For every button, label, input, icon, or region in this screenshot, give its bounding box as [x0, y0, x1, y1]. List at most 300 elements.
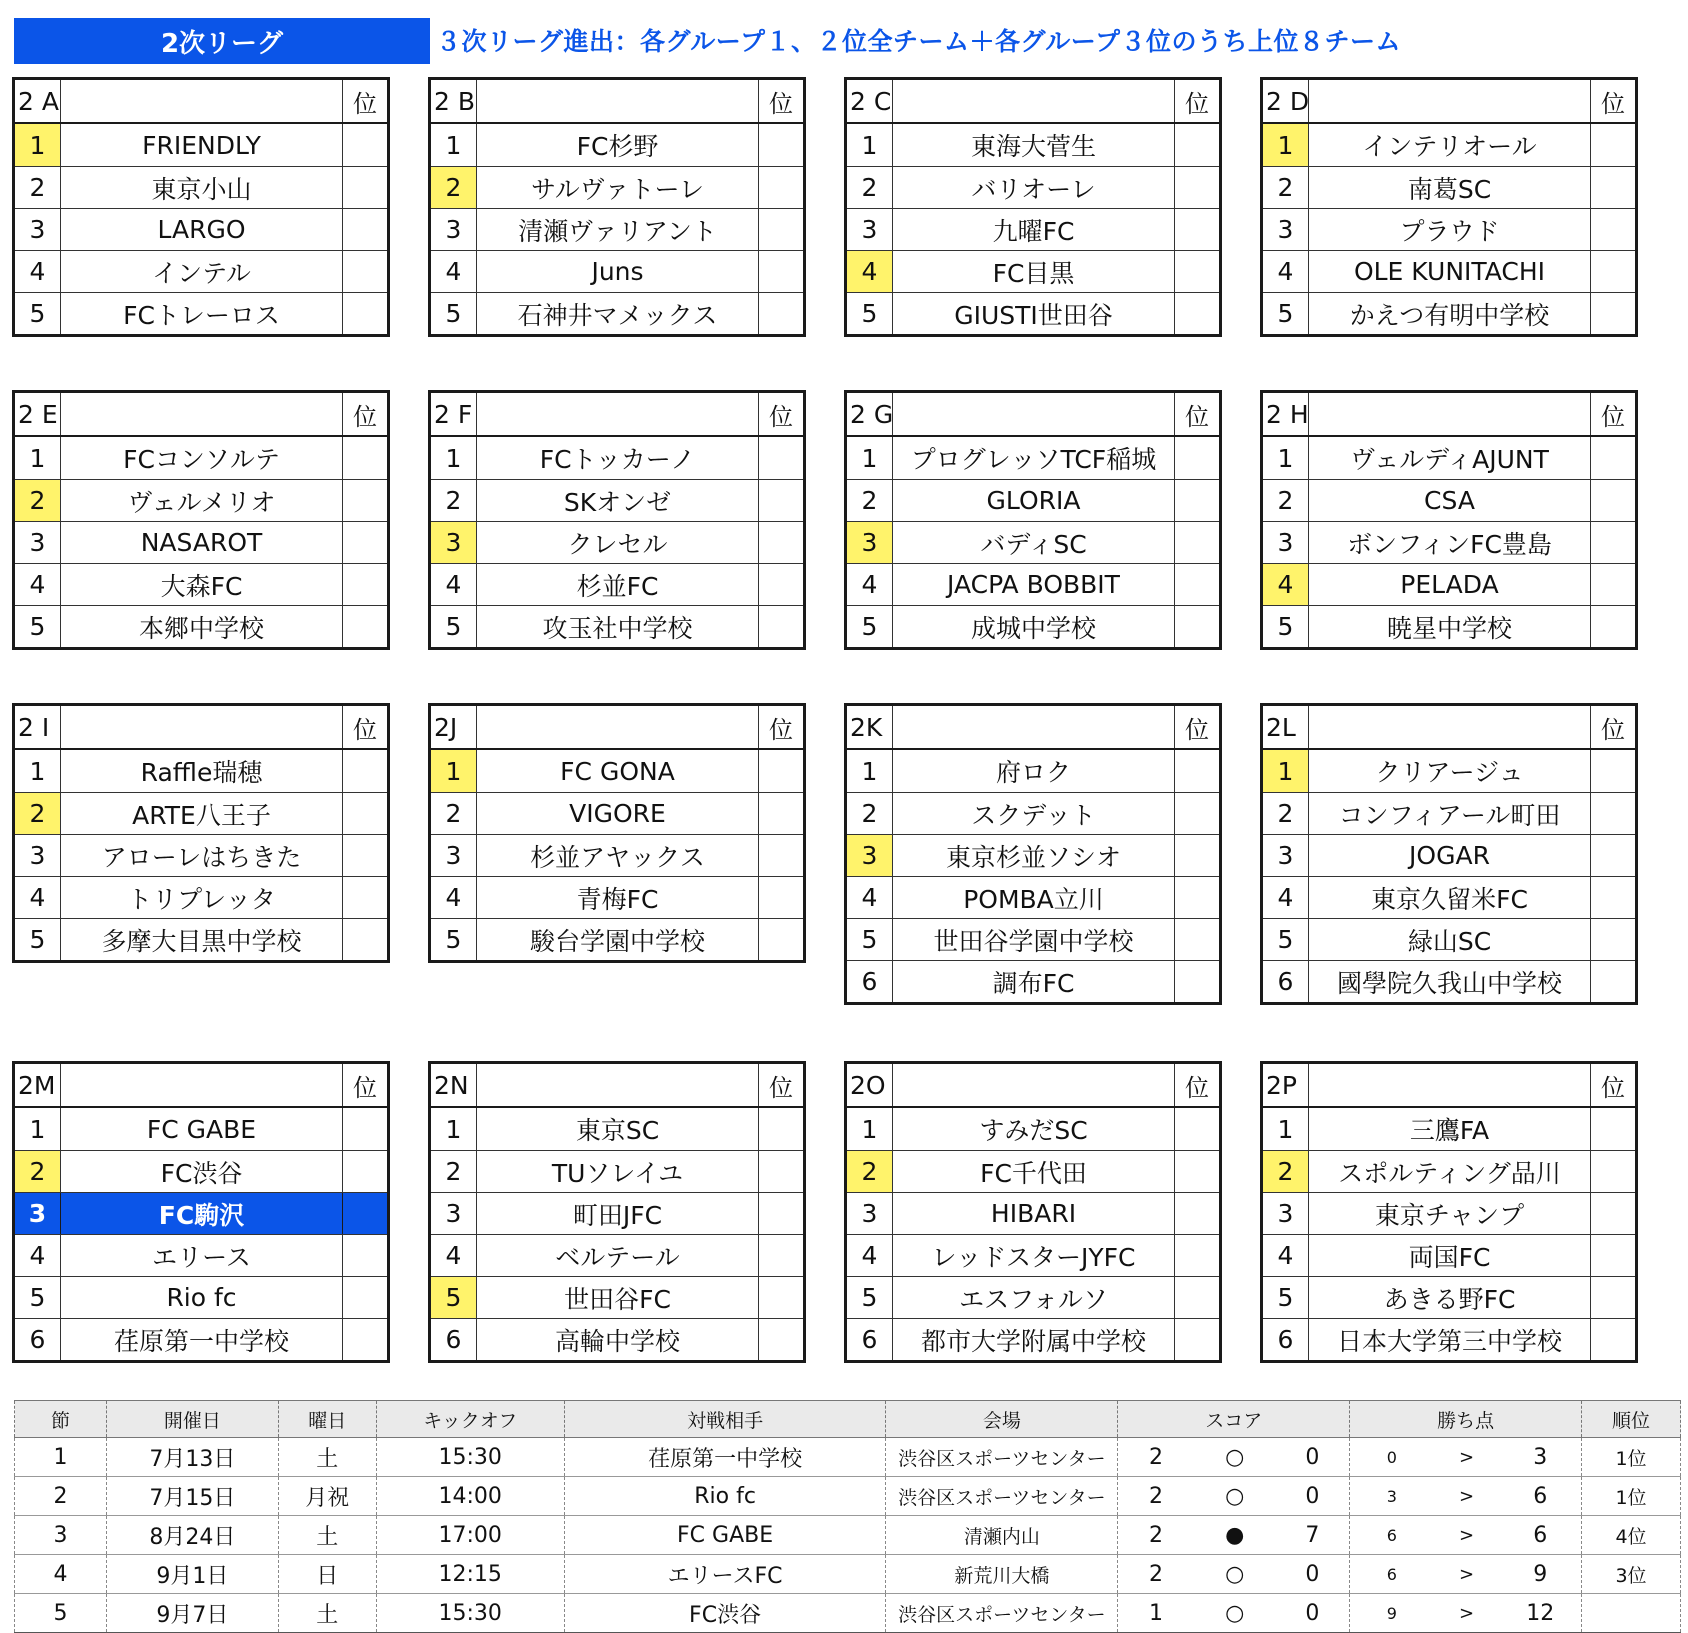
group-header-blank — [61, 1064, 343, 1106]
team-number: 5 — [431, 293, 477, 334]
goals-against: 0 — [1276, 1555, 1350, 1594]
match-date: 7月13日 — [106, 1438, 278, 1477]
team-number: 5 — [431, 1277, 477, 1318]
group-header-blank — [477, 706, 759, 748]
team-row — [1263, 250, 1635, 292]
team-row — [431, 834, 803, 876]
match-venue: 清瀬内山 — [886, 1516, 1118, 1555]
team-number: 1 — [431, 1108, 477, 1150]
team-row — [847, 521, 1219, 563]
team-rank-cell — [759, 606, 803, 647]
team-name: FC杉野 — [477, 124, 759, 166]
team-number: 4 — [15, 251, 61, 292]
match-venue: 新荒川大橋 — [886, 1555, 1118, 1594]
team-rank-cell — [343, 1151, 387, 1192]
schedule-row — [15, 1594, 1681, 1633]
team-rank-cell — [759, 293, 803, 334]
team-name: 日本大学第三中学校 — [1309, 1319, 1591, 1360]
team-rank-cell — [1175, 793, 1219, 834]
team-name: 町田JFC — [477, 1193, 759, 1234]
match-date: 7月15日 — [106, 1477, 278, 1516]
team-row — [15, 1150, 387, 1192]
team-number: 4 — [1263, 251, 1309, 292]
team-rank-cell — [1591, 1319, 1635, 1360]
match-venue: 渋谷区スポーツセンター — [886, 1438, 1118, 1477]
team-name: POMBA立川 — [893, 877, 1175, 918]
rank-label: 位 — [1601, 402, 1625, 431]
team-rank-cell — [343, 480, 387, 521]
match-kickoff: 14:00 — [376, 1477, 564, 1516]
group-name: 2 H — [1263, 393, 1309, 435]
group-name: 2L — [1263, 706, 1309, 748]
team-name: 荏原第一中学校 — [61, 1319, 343, 1360]
team-name: 都市大学附属中学校 — [893, 1319, 1175, 1360]
team-rank-cell — [759, 1151, 803, 1192]
team-number: 4 — [15, 1235, 61, 1276]
team-number: 2 — [15, 480, 61, 521]
team-number: 4 — [431, 877, 477, 918]
team-number: 5 — [847, 919, 893, 960]
team-name: PELADA — [1309, 564, 1591, 605]
team-row — [847, 1234, 1219, 1276]
team-number: 2 — [431, 793, 477, 834]
team-number: 5 — [431, 919, 477, 960]
rank-label: 位 — [1185, 715, 1209, 744]
team-number: 3 — [847, 522, 893, 563]
team-name: FC GABE — [61, 1108, 343, 1150]
team-row — [1263, 479, 1635, 521]
team-name: JOGAR — [1309, 835, 1591, 876]
team-row — [15, 1234, 387, 1276]
team-name: 杉並アヤックス — [477, 835, 759, 876]
team-number: 2 — [1263, 793, 1309, 834]
team-name: OLE KUNITACHI — [1309, 251, 1591, 292]
team-name: 清瀬ヴァリアント — [477, 209, 759, 250]
team-row — [847, 1276, 1219, 1318]
team-name: 府ロク — [893, 750, 1175, 792]
team-rank-cell — [1175, 1277, 1219, 1318]
team-name: LARGO — [61, 209, 343, 250]
team-number: 2 — [15, 167, 61, 208]
standing-rank: 1位 — [1582, 1438, 1681, 1477]
team-row — [431, 292, 803, 334]
team-row — [431, 1234, 803, 1276]
match-result: ○ — [1194, 1555, 1276, 1594]
team-number: 4 — [15, 877, 61, 918]
advancement-rule: ３次リーグ進出：各グループ１、２位全チーム＋各グループ３位のうち上位８チーム — [436, 27, 1402, 56]
match-round: 1 — [15, 1438, 107, 1477]
team-name: 東京杉並ソシオ — [893, 835, 1175, 876]
team-rank-cell — [1175, 293, 1219, 334]
points-after: 3 — [1500, 1438, 1582, 1477]
group-header-row — [847, 80, 1219, 124]
team-number: 4 — [1263, 877, 1309, 918]
team-rank-cell — [759, 835, 803, 876]
group-name: 2O — [847, 1064, 893, 1106]
team-number: 4 — [847, 877, 893, 918]
team-row — [15, 605, 387, 647]
team-number: 5 — [847, 606, 893, 647]
team-number: 3 — [431, 209, 477, 250]
team-name: 東京チャンプ — [1309, 1193, 1591, 1234]
team-number: 4 — [847, 251, 893, 292]
team-row — [1263, 605, 1635, 647]
group-header-blank — [477, 1064, 759, 1106]
match-round: 4 — [15, 1555, 107, 1594]
team-rank-cell — [759, 437, 803, 479]
group-table — [844, 390, 1222, 650]
team-rank-cell — [343, 750, 387, 792]
team-number: 2 — [847, 1151, 893, 1192]
group-header-row — [1263, 706, 1635, 750]
team-name: スクデット — [893, 793, 1175, 834]
team-rank-cell — [1175, 209, 1219, 250]
team-rank-cell — [759, 750, 803, 792]
team-number: 3 — [431, 835, 477, 876]
team-name: アローレはちきた — [61, 835, 343, 876]
team-row — [1263, 918, 1635, 960]
team-row — [847, 1150, 1219, 1192]
team-row — [431, 521, 803, 563]
team-rank-cell — [759, 251, 803, 292]
team-name: 國學院久我山中学校 — [1309, 961, 1591, 1002]
match-venue: 渋谷区スポーツセンター — [886, 1594, 1118, 1633]
match-kickoff: 15:30 — [376, 1438, 564, 1477]
match-kickoff: 12:15 — [376, 1555, 564, 1594]
team-rank-cell — [343, 919, 387, 960]
team-row — [15, 250, 387, 292]
team-row — [431, 750, 803, 792]
team-rank-cell — [1175, 1151, 1219, 1192]
team-name: 九曜FC — [893, 209, 1175, 250]
team-number: 6 — [847, 1319, 893, 1360]
points-arrow: > — [1434, 1438, 1500, 1477]
team-number: 4 — [431, 1235, 477, 1276]
points-arrow: > — [1434, 1555, 1500, 1594]
group-table — [428, 703, 806, 963]
team-name: VIGORE — [477, 793, 759, 834]
points-before: 3 — [1350, 1477, 1434, 1516]
team-name: 駿台学園中学校 — [477, 919, 759, 960]
group-header-blank — [1309, 706, 1591, 748]
team-number: 1 — [431, 750, 477, 792]
team-name: バリオーレ — [893, 167, 1175, 208]
team-rank-cell — [343, 124, 387, 166]
team-rank-cell — [1591, 961, 1635, 1002]
team-number: 1 — [15, 124, 61, 166]
match-round: 2 — [15, 1477, 107, 1516]
team-name: TUソレイユ — [477, 1151, 759, 1192]
team-name: FC目黒 — [893, 251, 1175, 292]
match-kickoff: 15:30 — [376, 1594, 564, 1633]
team-row — [15, 166, 387, 208]
goals-against: 0 — [1276, 1594, 1350, 1633]
team-name: 本郷中学校 — [61, 606, 343, 647]
team-rank-cell — [1591, 522, 1635, 563]
goals-for: 1 — [1118, 1594, 1194, 1633]
group-table — [428, 1061, 806, 1363]
team-row — [15, 792, 387, 834]
team-number: 1 — [15, 1108, 61, 1150]
team-row — [847, 292, 1219, 334]
team-row — [847, 563, 1219, 605]
team-name: 世田谷FC — [477, 1277, 759, 1318]
team-row — [847, 960, 1219, 1002]
team-number: 1 — [1263, 750, 1309, 792]
team-rank-cell — [343, 1235, 387, 1276]
team-number: 1 — [431, 437, 477, 479]
team-number: 2 — [15, 793, 61, 834]
team-rank-cell — [1591, 793, 1635, 834]
team-name: 高輪中学校 — [477, 1319, 759, 1360]
team-number: 3 — [847, 835, 893, 876]
team-name: 暁星中学校 — [1309, 606, 1591, 647]
rank-label: 位 — [1185, 402, 1209, 431]
goals-for: 2 — [1118, 1555, 1194, 1594]
group-header-row — [1263, 1064, 1635, 1108]
group-table — [844, 703, 1222, 1005]
team-row — [1263, 876, 1635, 918]
team-rank-cell — [343, 835, 387, 876]
team-name: プログレッソTCF稲城 — [893, 437, 1175, 479]
team-row — [847, 208, 1219, 250]
match-kickoff: 17:00 — [376, 1516, 564, 1555]
rank-label: 位 — [1601, 89, 1625, 118]
goals-against: 7 — [1276, 1516, 1350, 1555]
points-arrow: > — [1434, 1477, 1500, 1516]
group-header-row — [1263, 80, 1635, 124]
match-date: 9月1日 — [106, 1555, 278, 1594]
team-name: FC渋谷 — [61, 1151, 343, 1192]
team-number: 2 — [1263, 480, 1309, 521]
team-name: FRIENDLY — [61, 124, 343, 166]
team-row — [847, 605, 1219, 647]
goals-for: 2 — [1118, 1438, 1194, 1477]
schedule-row — [15, 1555, 1681, 1594]
group-table — [428, 77, 806, 337]
group-name: 2 F — [431, 393, 477, 435]
team-rank-cell — [759, 167, 803, 208]
team-name: ARTE八王子 — [61, 793, 343, 834]
points-before: 6 — [1350, 1516, 1434, 1555]
team-name: 南葛SC — [1309, 167, 1591, 208]
team-rank-cell — [343, 293, 387, 334]
team-number: 5 — [1263, 919, 1309, 960]
match-result: ○ — [1194, 1594, 1276, 1633]
rank-label: 位 — [353, 1073, 377, 1102]
team-number: 1 — [847, 750, 893, 792]
team-name: かえつ有明中学校 — [1309, 293, 1591, 334]
team-rank-cell — [1591, 480, 1635, 521]
points-before: 6 — [1350, 1555, 1434, 1594]
team-rank-cell — [1175, 961, 1219, 1002]
team-row — [431, 208, 803, 250]
team-name: 緑山SC — [1309, 919, 1591, 960]
team-row — [431, 1108, 803, 1150]
team-number: 2 — [431, 167, 477, 208]
match-result: ○ — [1194, 1438, 1276, 1477]
points-after: 12 — [1500, 1594, 1582, 1633]
group-table — [12, 77, 390, 337]
team-row — [1263, 1150, 1635, 1192]
group-table — [12, 703, 390, 963]
team-row — [15, 563, 387, 605]
goals-against: 0 — [1276, 1477, 1350, 1516]
standing-rank: 3位 — [1582, 1555, 1681, 1594]
team-name: 世田谷学園中学校 — [893, 919, 1175, 960]
team-row — [847, 1192, 1219, 1234]
team-number: 4 — [15, 564, 61, 605]
goals-for: 2 — [1118, 1477, 1194, 1516]
team-rank-cell — [1175, 835, 1219, 876]
team-rank-cell — [343, 793, 387, 834]
group-header-blank — [61, 706, 343, 748]
match-venue: 渋谷区スポーツセンター — [886, 1477, 1118, 1516]
rank-label: 位 — [353, 89, 377, 118]
team-rank-cell — [343, 251, 387, 292]
team-rank-cell — [343, 1193, 387, 1234]
team-rank-cell — [759, 124, 803, 166]
team-number: 5 — [1263, 606, 1309, 647]
team-rank-cell — [1175, 167, 1219, 208]
schedule-table — [14, 1400, 1681, 1633]
team-name: 杉並FC — [477, 564, 759, 605]
team-number: 2 — [15, 1151, 61, 1192]
team-rank-cell — [1175, 1319, 1219, 1360]
team-row — [1263, 750, 1635, 792]
team-number: 3 — [1263, 522, 1309, 563]
group-table — [1260, 1061, 1638, 1363]
team-name: FCトレーロス — [61, 293, 343, 334]
team-name: SKオンゼ — [477, 480, 759, 521]
team-name: トリプレッタ — [61, 877, 343, 918]
team-name: NASAROT — [61, 522, 343, 563]
team-row — [1263, 834, 1635, 876]
team-row — [431, 166, 803, 208]
team-number: 3 — [15, 1193, 61, 1234]
team-name: 両国FC — [1309, 1235, 1591, 1276]
group-header-row — [1263, 393, 1635, 437]
group-table — [1260, 77, 1638, 337]
team-rank-cell — [1591, 293, 1635, 334]
team-number: 1 — [847, 437, 893, 479]
team-rank-cell — [759, 480, 803, 521]
team-row — [431, 1318, 803, 1360]
team-number: 5 — [1263, 293, 1309, 334]
rank-label: 位 — [769, 89, 793, 118]
team-rank-cell — [759, 919, 803, 960]
team-rank-cell — [1175, 480, 1219, 521]
team-row — [1263, 208, 1635, 250]
schedule-row — [15, 1477, 1681, 1516]
team-rank-cell — [1591, 437, 1635, 479]
team-rank-cell — [343, 522, 387, 563]
team-row — [847, 124, 1219, 166]
team-rank-cell — [1591, 750, 1635, 792]
group-name: 2 E — [15, 393, 61, 435]
own-team-row — [15, 1192, 387, 1234]
team-number: 2 — [431, 480, 477, 521]
team-name: インテル — [61, 251, 343, 292]
team-name: スポルティング品川 — [1309, 1151, 1591, 1192]
rank-label: 位 — [1601, 715, 1625, 744]
team-row — [15, 521, 387, 563]
points-before: 9 — [1350, 1594, 1434, 1633]
team-name: コンフィアール町田 — [1309, 793, 1591, 834]
team-row — [15, 479, 387, 521]
header-round: 節 — [15, 1401, 107, 1438]
team-number: 2 — [1263, 167, 1309, 208]
team-row — [431, 1192, 803, 1234]
team-row — [847, 750, 1219, 792]
team-rank-cell — [1591, 124, 1635, 166]
team-rank-cell — [343, 1108, 387, 1150]
team-row — [431, 876, 803, 918]
standing-rank — [1582, 1594, 1681, 1633]
team-rank-cell — [1175, 877, 1219, 918]
group-header-blank — [893, 80, 1175, 122]
match-round: 5 — [15, 1594, 107, 1633]
team-name: GIUSTI世田谷 — [893, 293, 1175, 334]
group-table — [12, 1061, 390, 1363]
team-name: JACPA BOBBIT — [893, 564, 1175, 605]
team-rank-cell — [759, 522, 803, 563]
match-round: 3 — [15, 1516, 107, 1555]
team-row — [847, 479, 1219, 521]
match-opponent: FC GABE — [564, 1516, 886, 1555]
header-rank: 順位 — [1582, 1401, 1681, 1438]
group-header-blank — [893, 393, 1175, 435]
team-number: 4 — [847, 1235, 893, 1276]
group-name: 2K — [847, 706, 893, 748]
header-date: 開催日 — [106, 1401, 278, 1438]
team-row — [1263, 563, 1635, 605]
team-rank-cell — [1591, 1235, 1635, 1276]
team-rank-cell — [343, 167, 387, 208]
team-name: ヴェルディAJUNT — [1309, 437, 1591, 479]
team-row — [15, 1108, 387, 1150]
team-row — [431, 918, 803, 960]
team-name: FC GONA — [477, 750, 759, 792]
team-rank-cell — [759, 1235, 803, 1276]
team-row — [847, 876, 1219, 918]
team-name: プラウド — [1309, 209, 1591, 250]
match-weekday: 土 — [278, 1516, 376, 1555]
team-row — [1263, 437, 1635, 479]
group-table — [428, 390, 806, 650]
team-number: 1 — [1263, 124, 1309, 166]
team-rank-cell — [1591, 1151, 1635, 1192]
team-number: 2 — [847, 480, 893, 521]
team-rank-cell — [1175, 437, 1219, 479]
schedule-row — [15, 1438, 1681, 1477]
team-number: 2 — [431, 1151, 477, 1192]
team-number: 3 — [15, 522, 61, 563]
rank-label: 位 — [769, 402, 793, 431]
points-before: 0 — [1350, 1438, 1434, 1477]
team-row — [1263, 124, 1635, 166]
team-number: 5 — [847, 1277, 893, 1318]
match-weekday: 日 — [278, 1555, 376, 1594]
team-row — [847, 792, 1219, 834]
group-table — [844, 77, 1222, 337]
team-number: 5 — [431, 606, 477, 647]
rank-label: 位 — [769, 1073, 793, 1102]
match-opponent: 荏原第一中学校 — [564, 1438, 886, 1477]
group-name: 2 G — [847, 393, 893, 435]
group-name: 2 I — [15, 706, 61, 748]
team-number: 5 — [15, 919, 61, 960]
